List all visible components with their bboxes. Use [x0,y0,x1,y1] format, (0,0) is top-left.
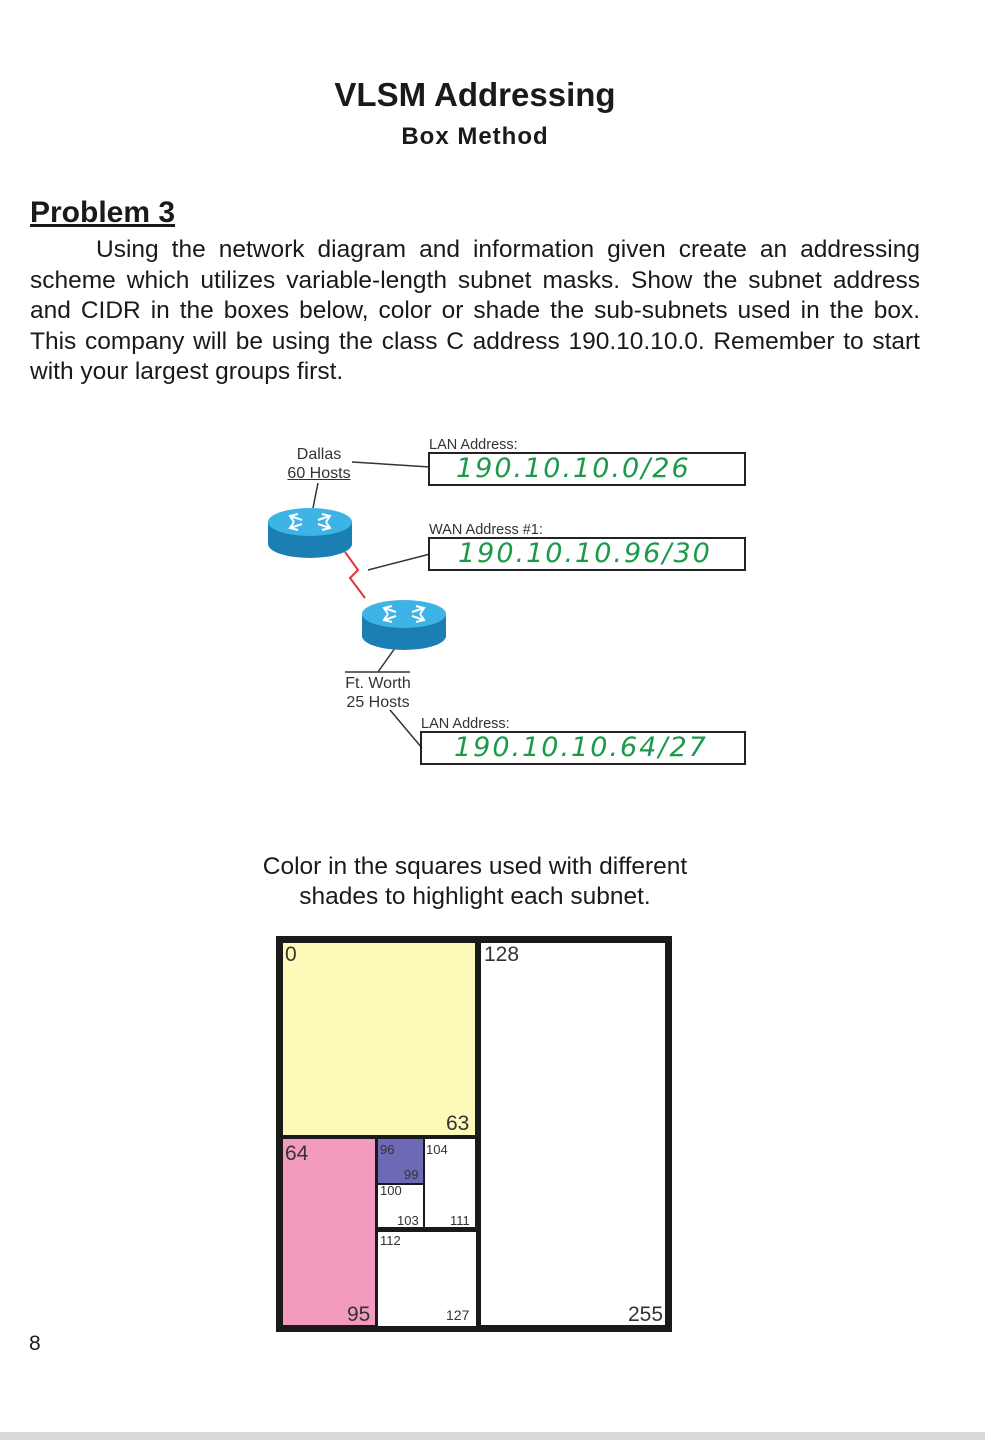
ftworth-lan-address: 190.10.10.64/27 [454,732,708,763]
subnet-square-0-63[interactable] [279,939,479,1139]
label-112: 112 [380,1233,401,1248]
bottom-scroll-edge [0,1432,985,1440]
subnet-box-grid [276,936,672,1332]
label-99: 99 [404,1167,419,1182]
ftworth-router-connector [378,648,395,672]
dallas-lan-label: LAN Address: [429,437,518,453]
ftworth-lan-connector [390,710,422,748]
wan-connector [368,554,430,570]
page-number: 8 [29,1332,41,1355]
dallas-lan-address-box[interactable] [428,452,746,486]
page-subtitle: Box Method [401,123,549,150]
shading-instructions [0,852,950,912]
dallas-host-count: 60 Hosts [287,465,351,482]
label-103: 103 [397,1213,419,1228]
label-64: 64 [285,1142,309,1165]
ftworth-host-count: 25 Hosts [346,694,410,711]
shading-instructions-line1: Color in the squares used with different [262,853,688,880]
page-title: VLSM Addressing [334,76,616,113]
problem-instructions: Using the network diagram and information given create an addressing scheme which utilizes variable-length subnet masks. Show the subnet address and CIDR in the boxes below, color or shade the sub-subnets used in the box. This company will be using the class C address 190.10.10.0. Remember to start with your largest groups first. [30,236,920,386]
label-255: 255 [628,1303,664,1326]
dallas-site-name: Dallas [296,446,342,463]
network-diagram [250,430,770,790]
dallas-lan-address: 190.10.10.0/26 [456,453,691,484]
problem-heading: Problem 3 [30,196,176,229]
shading-instructions-line2: shades to highlight each subnet. [299,883,651,910]
label-96: 96 [380,1142,395,1157]
ftworth-site-name: Ft. Worth [345,675,411,692]
subnet-square-128-255[interactable] [477,939,669,1329]
label-128: 128 [484,943,520,966]
ftworth-lan-label: LAN Address: [421,716,510,732]
router-ftworth-icon [362,600,446,650]
dallas-router-connector [313,483,318,508]
label-127: 127 [446,1307,470,1323]
router-dallas-icon [268,508,352,558]
wan-address: 190.10.10.96/30 [458,538,712,569]
ftworth-lan-address-box[interactable] [420,731,746,765]
serial-link [345,552,365,598]
dallas-lan-connector [352,462,430,467]
label-95: 95 [347,1303,371,1326]
label-63: 63 [446,1112,470,1135]
label-100: 100 [380,1183,402,1198]
label-0: 0 [285,943,297,966]
label-104: 104 [426,1142,448,1157]
wan-label: WAN Address #1: [429,522,543,538]
wan-address-box[interactable] [428,537,746,571]
label-111: 111 [450,1213,470,1228]
